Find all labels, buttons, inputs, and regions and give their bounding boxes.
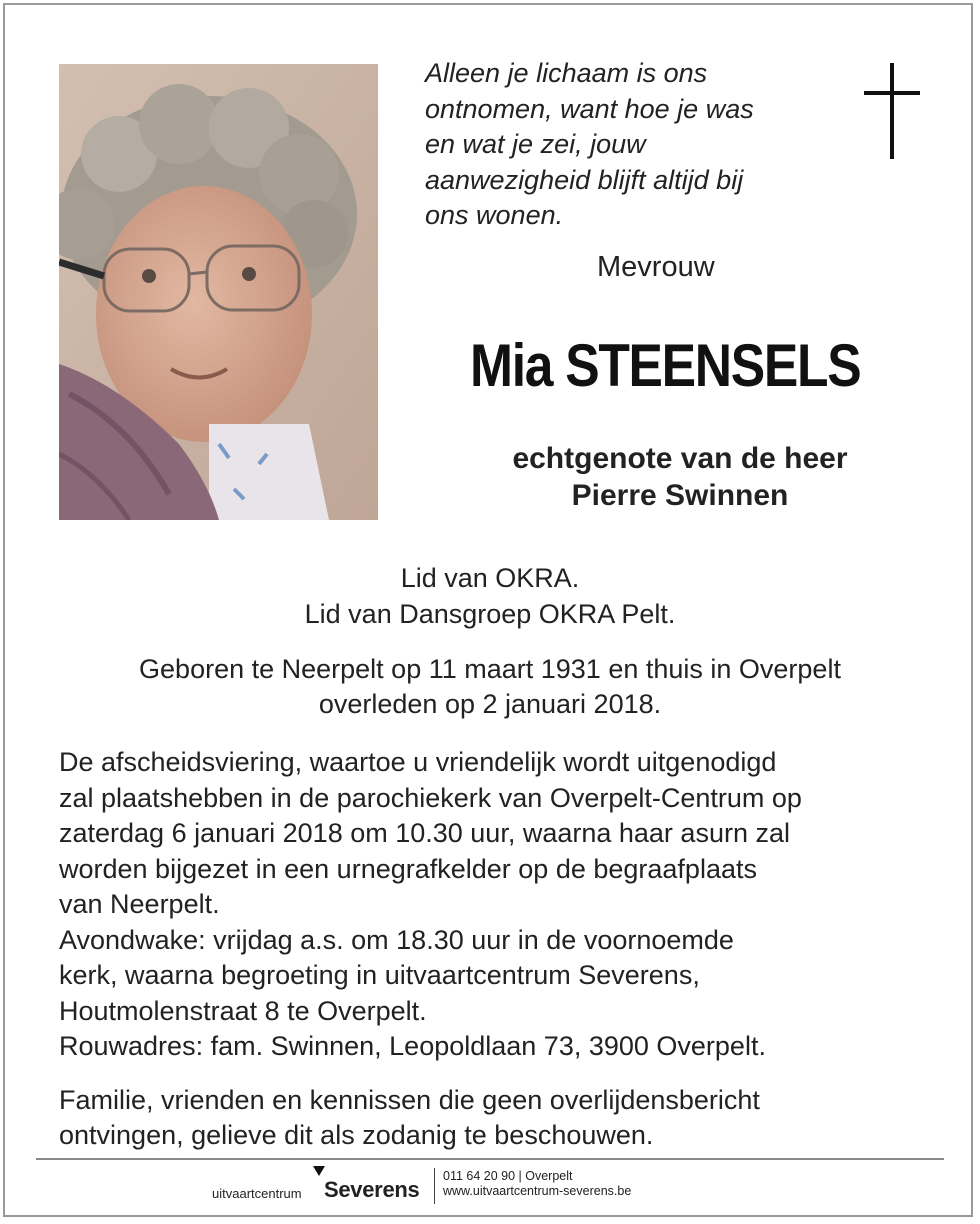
triangle-down-icon [313, 1166, 325, 1176]
wake-line: kerk, waarna begroeting in uitvaartcentrum Severens, [59, 960, 700, 990]
wake-line: Houtmolenstraat 8 te Overpelt. [59, 995, 427, 1026]
contact-info [443, 1169, 631, 1199]
ceremony-line: De afscheidsviering, waartoe u vriendelijk wordt uitgenodigd [59, 747, 777, 777]
portrait-photo [59, 64, 378, 520]
family-note-line: Familie, vrienden en kennissen die geen overlijdensbericht [59, 1085, 760, 1115]
spouse-info [440, 440, 920, 514]
logo-separator [434, 1168, 435, 1204]
ceremony-line: zal plaatshebben in de parochiekerk van Overpelt-Centrum op [59, 782, 802, 813]
ceremony-line: worden bijgezet in een urnegrafkelder op de begraafplaats [59, 853, 757, 884]
ceremony-line: zaterdag 6 januari 2018 om 10.30 uur, waarna haar asurn zal [59, 818, 790, 848]
poem-line: Alleen je lichaam is ons [425, 58, 708, 88]
ceremony-line: van Neerpelt. [59, 889, 220, 919]
memberships [0, 560, 980, 632]
contact-phone: 011 64 20 90 | Overpelt [443, 1169, 573, 1183]
membership-line: Lid van Dansgroep OKRA Pelt. [304, 599, 676, 629]
poem-line: aanwezigheid blijft altijd bij [425, 164, 744, 195]
deceased-name: Mia STEENSELS [470, 332, 861, 399]
poem-line: ontnomen, want hoe je was [425, 93, 754, 124]
poem-line: ons wonen. [425, 200, 564, 230]
logo-text-brand: Severens [324, 1177, 420, 1202]
footer-divider [36, 1158, 944, 1160]
wake-line: Avondwake: vrijdag a.s. om 18.30 uur in de voornoemde [59, 924, 734, 955]
death-line: overleden op 2 januari 2018. [318, 689, 662, 719]
poem-line: en wat je zei, jouw [425, 129, 646, 159]
birth-death [0, 652, 980, 722]
latin-cross-icon [864, 63, 920, 159]
ceremony-details [59, 745, 959, 1065]
funeral-home-footer [0, 1163, 980, 1213]
family-note-line: ontvingen, gelieve dit als zodanig te beschouwen. [59, 1120, 654, 1150]
spouse-line: echtgenote van de heer [512, 442, 848, 475]
logo-text-small: uitvaartcentrum [212, 1186, 302, 1201]
address-line: Rouwadres: fam. Swinnen, Leopoldlaan 73, 3900 Overpelt. [59, 1031, 766, 1061]
honorific: Mevrouw [597, 251, 715, 283]
poem [425, 56, 845, 234]
membership-line: Lid van OKRA. [400, 563, 580, 593]
family-note [59, 1083, 959, 1153]
birth-line: Geboren te Neerpelt op 11 maart 1931 en thuis in Overpelt [139, 654, 841, 684]
contact-website[interactable]: www.uitvaartcentrum-severens.be [443, 1184, 632, 1198]
spouse-name: Pierre Swinnen [571, 479, 789, 512]
